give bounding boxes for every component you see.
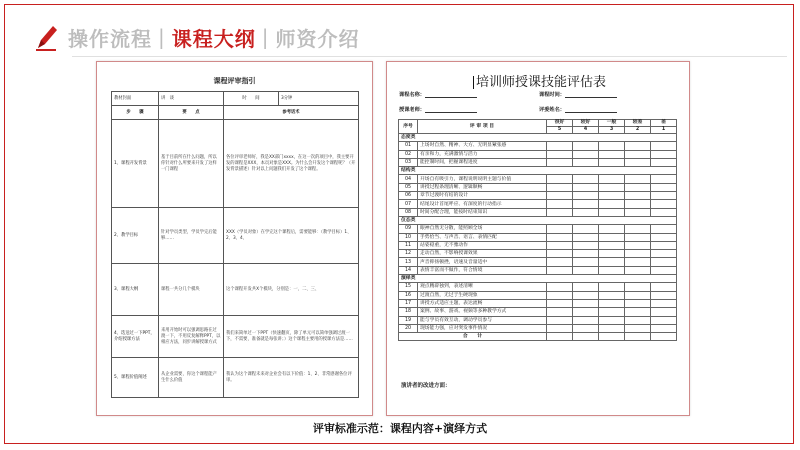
col-script: 参考话术 [224,106,359,120]
item-number: 06 [399,192,418,200]
evaluation-table [398,119,677,341]
score-cell[interactable] [573,283,599,291]
item-number: 18 [399,308,418,316]
table-row [399,233,677,241]
score-cell[interactable] [651,192,677,200]
score-cell[interactable] [599,299,625,307]
score-cell[interactable] [651,241,677,249]
score-cell[interactable] [547,200,573,208]
item-text: 开场自有吸引力，课程说明说明主题与价值 [418,175,547,183]
nav-faculty-intro[interactable]: 师资介绍 [275,26,360,51]
total-label: 合 计 [399,333,547,341]
score-cell[interactable] [625,316,651,324]
table-row [399,158,677,166]
score-cell[interactable] [651,233,677,241]
table-row [112,316,359,358]
table-row [399,150,677,158]
table-row [399,208,677,216]
total-cell[interactable] [625,333,651,341]
table-row [399,316,677,324]
score-cell[interactable] [573,183,599,191]
step-cell: 4、选送过一下PPT，介绍授课方法 [112,316,159,358]
step-cell: 2、教学目标 [112,208,159,264]
point-cell: 针对学员类型，学员学完后能够…… [159,208,224,264]
item-number: 01 [399,142,418,150]
item-text: 观点精辟独到，表述清晰 [418,283,547,291]
table-row [399,283,677,291]
score-cell[interactable] [599,324,625,332]
total-cell[interactable] [573,333,599,341]
teacher-field: 授课老师： [399,106,477,113]
score-cell[interactable] [573,208,599,216]
score-cell[interactable] [599,283,625,291]
score-value: 1 [651,127,677,134]
score-cell[interactable] [599,150,625,158]
total-cell[interactable] [651,333,677,341]
item-number: 02 [399,150,418,158]
score-cell[interactable] [573,266,599,274]
score-cell[interactable] [573,158,599,166]
score-label: 很好 [547,120,573,127]
score-cell[interactable] [547,241,573,249]
total-cell[interactable] [599,333,625,341]
score-cell[interactable] [599,175,625,183]
script-cell: XXX（学员对象）在学完这个课程后，需要能够：（教学目标）1、2、3、4、 [224,208,359,264]
item-text: 结尾设计首尾呼应、有深度的行动指示 [418,200,547,208]
item-text: 上场时自然、精神、大方、无明显紧张感 [418,142,547,150]
score-cell[interactable] [599,142,625,150]
score-cell[interactable] [625,192,651,200]
item-number: 03 [399,158,418,166]
item-text: 有亲和力，充满激情与活力 [418,150,547,158]
course-time-field: 课程时间： [539,91,617,98]
section-row [399,134,677,142]
score-cell[interactable] [547,291,573,299]
score-cell[interactable] [625,150,651,158]
table-row [399,308,677,316]
score-cell[interactable] [547,150,573,158]
section-name: 态度类 [399,134,677,142]
item-number: 05 [399,183,418,191]
section-row [399,167,677,175]
score-cell[interactable] [573,291,599,299]
header [34,22,360,52]
score-cell[interactable] [599,225,625,233]
section-row [399,216,677,224]
score-cell[interactable] [651,283,677,291]
score-cell[interactable] [599,233,625,241]
item-number: 16 [399,291,418,299]
item-number: 04 [399,175,418,183]
score-cell[interactable] [573,233,599,241]
score-cell[interactable] [599,200,625,208]
item-text: 过渡自然，无过于生硬现象 [418,291,547,299]
nav-separator: | [158,25,166,49]
score-cell[interactable] [547,233,573,241]
table-row [399,183,677,191]
score-cell[interactable] [547,225,573,233]
evaluation-form-document [386,61,690,416]
score-cell[interactable] [651,175,677,183]
score-cell[interactable] [651,291,677,299]
evaluation-form-title [473,71,606,90]
item-text: 案例、故事、游戏、视频等多种教学方式 [418,308,547,316]
score-cell[interactable] [625,158,651,166]
score-label: 一般 [599,120,625,127]
score-cell[interactable] [599,291,625,299]
col-no: 序号 [399,120,418,134]
score-cell[interactable] [547,183,573,191]
total-cell[interactable] [547,333,573,341]
section-nav [68,23,360,52]
score-cell[interactable] [599,250,625,258]
score-cell[interactable] [625,308,651,316]
table-row [399,291,677,299]
item-text: 眼神自然无分散，能照顾全场 [418,225,547,233]
score-cell[interactable] [651,200,677,208]
score-cell[interactable] [547,266,573,274]
time-value: 3分钟 [279,92,359,106]
score-cell[interactable] [625,291,651,299]
total-row [399,333,677,341]
score-cell[interactable] [547,283,573,291]
step-cell: 5、课程价值阐述 [112,358,159,398]
score-cell[interactable] [573,258,599,266]
script-cell: 各位评审老师好，我是XX部门xxxx，在这一次的项目中，我主要开发的课程是XXX，本员对象是XXX。为什么会开发这个课程呢？（开发背景描述）针对以上问题我们开发了这个课程。 [224,120,359,208]
slide-caption: 评审标准示范：课程内容+演绎方式 [312,422,488,435]
table-row [399,192,677,200]
score-cell[interactable] [625,225,651,233]
score-cell[interactable] [625,183,651,191]
score-cell[interactable] [573,324,599,332]
score-value: 4 [573,127,599,134]
score-cell[interactable] [573,299,599,307]
score-cell[interactable] [573,241,599,249]
table-row [399,225,677,233]
script-cell: 我们来简单过一下PPT（快速翻页，除了单元可以简单强调过渡一下，不需要，准备就是每张讲；）这个课程主要用的授课方法是…… [224,316,359,358]
item-text: 能与学员有效互动，调动学员参与 [418,316,547,324]
section-name: 演绎类 [399,275,677,283]
score-cell[interactable] [573,200,599,208]
material-value: 讲 谈 [159,92,224,106]
score-cell[interactable] [651,316,677,324]
table-row [399,258,677,266]
step-cell: 3、课程大纲 [112,264,159,316]
score-cell[interactable] [547,142,573,150]
score-cell[interactable] [651,308,677,316]
score-cell[interactable] [599,158,625,166]
score-cell[interactable] [599,316,625,324]
item-text: 现场能力强，应对突发事件情况 [418,324,547,332]
score-cell[interactable] [651,142,677,150]
item-number: 08 [399,208,418,216]
item-text: 站姿稳重，无不雅动作 [418,241,547,249]
item-text: 表情丰富而不做作，符合情境 [418,266,547,274]
evaluator-field: 评委姓名： [539,106,617,113]
table-row [399,241,677,249]
score-value: 2 [625,127,651,134]
item-text: 章节过渡时有结的设计 [418,192,547,200]
score-cell[interactable] [599,258,625,266]
score-cell[interactable] [625,324,651,332]
improvement-comment-label: 演讲者的改进方面： [401,383,451,389]
script-cell: 我认为这个课程未来对企业会有以下价值：1、2、非常感谢各位评审。 [224,358,359,398]
table-header-row [399,120,677,127]
table-row [399,324,677,332]
item-number: 12 [399,250,418,258]
score-cell[interactable] [573,192,599,200]
table-row [399,175,677,183]
score-cell[interactable] [599,183,625,191]
score-cell[interactable] [547,192,573,200]
score-cell[interactable] [651,250,677,258]
nav-separator: | [261,25,270,49]
score-cell[interactable] [625,283,651,291]
score-cell[interactable] [573,250,599,258]
score-cell[interactable] [599,266,625,274]
score-cell[interactable] [651,266,677,274]
table-row [399,299,677,307]
header-divider [72,56,787,57]
score-cell[interactable] [625,175,651,183]
course-name-field: 课程名称： [399,91,477,98]
score-cell[interactable] [573,316,599,324]
review-guide-table [111,91,359,398]
score-cell[interactable] [625,258,651,266]
section-name: 结构类 [399,167,677,175]
item-number: 19 [399,316,418,324]
col-step: 步 骤 [112,106,159,120]
score-cell[interactable] [573,225,599,233]
pen-icon [34,22,60,52]
score-cell[interactable] [625,208,651,216]
item-number: 17 [399,299,418,307]
item-text: 讲授方式适应主题，表达流畅 [418,299,547,307]
table-row [112,208,359,264]
item-number: 11 [399,241,418,249]
score-label: 差 [651,120,677,127]
review-guide-title: 课程评审指引 [213,77,256,85]
review-guide-document [96,61,373,416]
score-cell[interactable] [625,250,651,258]
table-row [399,266,677,274]
step-cell: 1、课程开发背景 [112,120,159,208]
item-text: 讲授过程条理清晰、逻辑顺畅 [418,183,547,191]
col-item: 评 审 项 目 [418,120,547,134]
score-cell[interactable] [625,241,651,249]
score-cell[interactable] [599,208,625,216]
score-label: 较好 [573,120,599,127]
item-number: 07 [399,200,418,208]
score-cell[interactable] [573,308,599,316]
score-cell[interactable] [651,158,677,166]
score-value: 3 [599,127,625,134]
item-number: 14 [399,266,418,274]
section-name: 仪态类 [399,216,677,224]
table-row [112,120,359,208]
time-label: 时 间 [224,92,279,106]
item-text: 能控制时间，把握课程进度 [418,158,547,166]
score-cell[interactable] [573,175,599,183]
item-number: 15 [399,283,418,291]
table-row [112,264,359,316]
score-cell[interactable] [547,308,573,316]
point-cell: 来用开始时可以强调思路在过渡一下，不用反复解释PPT，以相应方法，同步讲解授课方式 [159,316,224,358]
score-cell[interactable] [651,208,677,216]
score-cell[interactable] [625,266,651,274]
item-number: 20 [399,324,418,332]
item-number: 10 [399,233,418,241]
score-cell[interactable] [573,150,599,158]
score-cell[interactable] [651,258,677,266]
score-cell[interactable] [547,316,573,324]
score-cell[interactable] [547,208,573,216]
score-cell[interactable] [625,142,651,150]
material-label: 教材封面 [112,92,159,106]
table-row [112,358,359,398]
score-label: 较差 [625,120,651,127]
point-cell: 基于目前所在什么问题，所以你针对什么所要来开发了这样一门课程 [159,120,224,208]
score-cell[interactable] [651,225,677,233]
item-text: 走动自然，不影响授课效果 [418,250,547,258]
nav-operation-flow[interactable]: 操作流程 [68,26,152,51]
item-text: 声音抑扬顿挫，语速及音量适中 [418,258,547,266]
table-row [399,142,677,150]
score-cell[interactable] [547,158,573,166]
section-row [399,275,677,283]
item-text: 时间分配合理，能按时结束知识 [418,208,547,216]
score-cell[interactable] [599,241,625,249]
point-cell: 课程一共分几个模块 [159,264,224,316]
score-cell[interactable] [547,250,573,258]
col-point: 要 点 [159,106,224,120]
score-cell[interactable] [651,324,677,332]
score-cell[interactable] [547,299,573,307]
table-row [399,250,677,258]
table-row [399,200,677,208]
score-cell[interactable] [625,200,651,208]
score-cell[interactable] [547,258,573,266]
script-cell: 这个课程开发共X个模块，分别是：一、二、三、 [224,264,359,316]
score-cell[interactable] [651,183,677,191]
score-cell[interactable] [547,324,573,332]
score-cell[interactable] [573,142,599,150]
score-cell[interactable] [651,299,677,307]
evaluation-form-title-text: 培训师授课技能评估表 [476,75,607,90]
item-number: 13 [399,258,418,266]
score-cell[interactable] [547,175,573,183]
item-number: 09 [399,225,418,233]
score-value: 5 [547,127,573,134]
point-cell: 从企业需要，你这个课程能产生什么价值 [159,358,224,398]
nav-course-outline[interactable]: 课程大纲 [171,26,256,51]
score-cell[interactable] [651,150,677,158]
score-cell[interactable] [625,299,651,307]
score-cell[interactable] [599,192,625,200]
score-cell[interactable] [625,233,651,241]
item-text: 手势恰当、与声音、语言、表情匹配 [418,233,547,241]
score-cell[interactable] [599,308,625,316]
